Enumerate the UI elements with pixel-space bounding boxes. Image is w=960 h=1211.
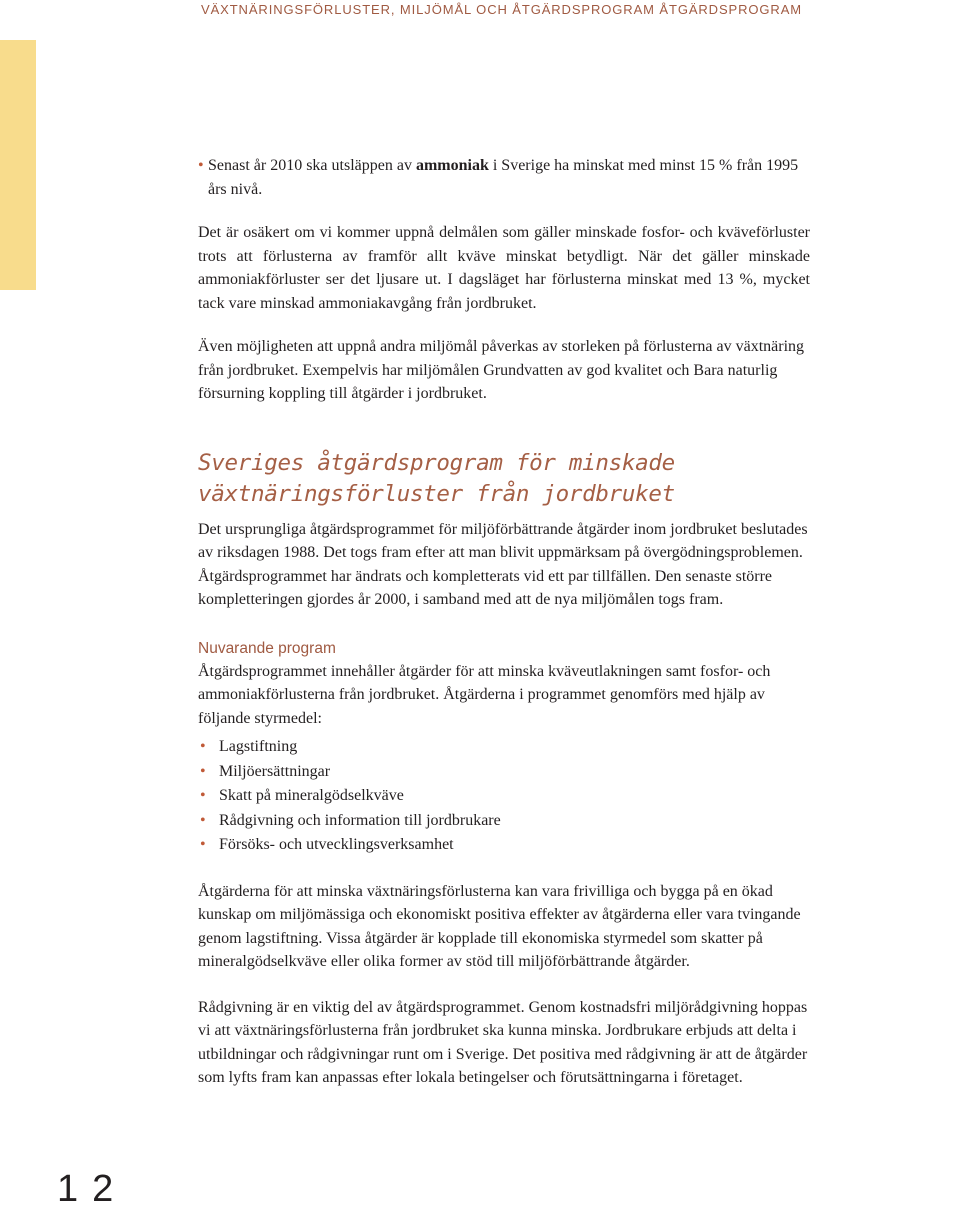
goal-text-after: i Sverige ha minskat med minst 15 % från 1995 års nivå. <box>208 157 799 198</box>
page-content <box>198 154 810 1090</box>
goal-text-before: Senast år 2010 ska utsläppen av <box>208 157 412 174</box>
bullet-icon: • <box>198 157 204 174</box>
section-title-line-1: Sveriges åtgärdsprogram för minskade <box>198 449 675 476</box>
list-item-text: Miljöersättningar <box>219 762 331 780</box>
bullet-icon: • <box>200 787 206 805</box>
list-item-text: Lagstiftning <box>219 738 298 755</box>
paragraph-other-goals: Även möjligheten att uppnå andra miljömål påverkas av storleken på förlusterna av växtnäring från jordbruket. Exempelvis har miljömålen Grundvatten av god kvalitet och Bara naturlig försurning koppling till åtgärder i jordbruket. <box>198 338 805 402</box>
paragraph-advisory: Rådgivning är en viktig del av åtgärdsprogrammet. Genom kostnadsfri miljörådgivning hoppas vi att växtnäringsförlusterna från jordbruket ska kunna minska. Jordbrukare erbjuds att delta i utbildningar och rådgivningar runt om i Sverige. Det positiva med rådgivning är att de åtgärder som lyfts fram kan anpassas efter lokala betingelser och förutsättningarna i företaget. <box>198 998 808 1087</box>
paragraph-program-intro: Åtgärdsprogrammet innehåller åtgärder för att minska kväveutlakningen samt fosfor- och ammoniakförlusterna från jordbruket. Åtgärderna i programmet genomförs med hjälp av följande styrmedel: <box>198 662 771 727</box>
paragraph-voluntary-measures: Åtgärderna för att minska växtnäringsförlusterna kan vara frivilliga och bygga på en ökad kunskap om miljömässiga och ekonomiskt positiva effekter av åtgärderna eller vara tvingande genom lagstiftning. Vissa åtgärder är kopplade till ekonomiska styrmedel som skatter på mineralgödselkväve eller olika former av stöd till miljöförbättrande åtgärder. <box>198 882 801 971</box>
side-color-bar <box>0 40 36 290</box>
list-item <box>198 784 810 809</box>
list-item-text: Rådgivning och information till jordbrukare <box>219 811 501 829</box>
list-item <box>198 735 810 760</box>
list-item-text: Försöks- och utvecklingsverksamhet <box>219 836 454 854</box>
bullet-icon: • <box>200 762 206 780</box>
section-title-line-2: växtnäringsförluster från jordbruket <box>198 480 675 507</box>
goal-bullet-text <box>208 154 810 201</box>
bullet-icon: • <box>200 811 206 829</box>
paragraph-goal-status: Det är osäkert om vi kommer uppnå delmålen som gäller minskade fosfor- och kväveförluster trots att förlusterna av framför allt kväve minskat betydligt. När det gäller minskade ammoniakförluster ser det ljusare ut. I dagsläget har förlusterna minskat med 13 %, mycket tack vare minskad ammoniakavgång från jordbruket. <box>198 224 810 312</box>
subsection-title: Nuvarande program <box>198 639 336 657</box>
running-header: VÄXTNÄRINGSFÖRLUSTER, MILJÖMÅL OCH ÅTGÄRDSPROGRAM ÅTGÄRDSPROGRAM <box>201 2 803 17</box>
list-item <box>198 760 810 785</box>
section-title <box>198 448 810 510</box>
paragraph-program-history: Det ursprungliga åtgärdsprogrammet för miljöförbättrande åtgärder inom jordbruket beslutades av riksdagen 1988. Det togs fram efter att man blivit uppmärksam på övergödningsproblemen. Åtgärdsprogrammet har ändrats och kompletterats vid ett par tillfällen. Den senaste större kompletteringen gjordes år 2000, i samband med att de nya miljömålen togs fram. <box>198 520 808 608</box>
page-number: 12 <box>57 1168 128 1210</box>
goal-bullet <box>198 154 810 201</box>
instrument-list <box>198 735 810 858</box>
bullet-icon: • <box>200 738 206 755</box>
bullet-icon: • <box>200 836 206 854</box>
list-item <box>198 833 810 858</box>
list-item <box>198 809 810 834</box>
list-item-text: Skatt på mineralgödselkväve <box>219 787 404 805</box>
goal-text-bold: ammoniak <box>415 157 489 174</box>
